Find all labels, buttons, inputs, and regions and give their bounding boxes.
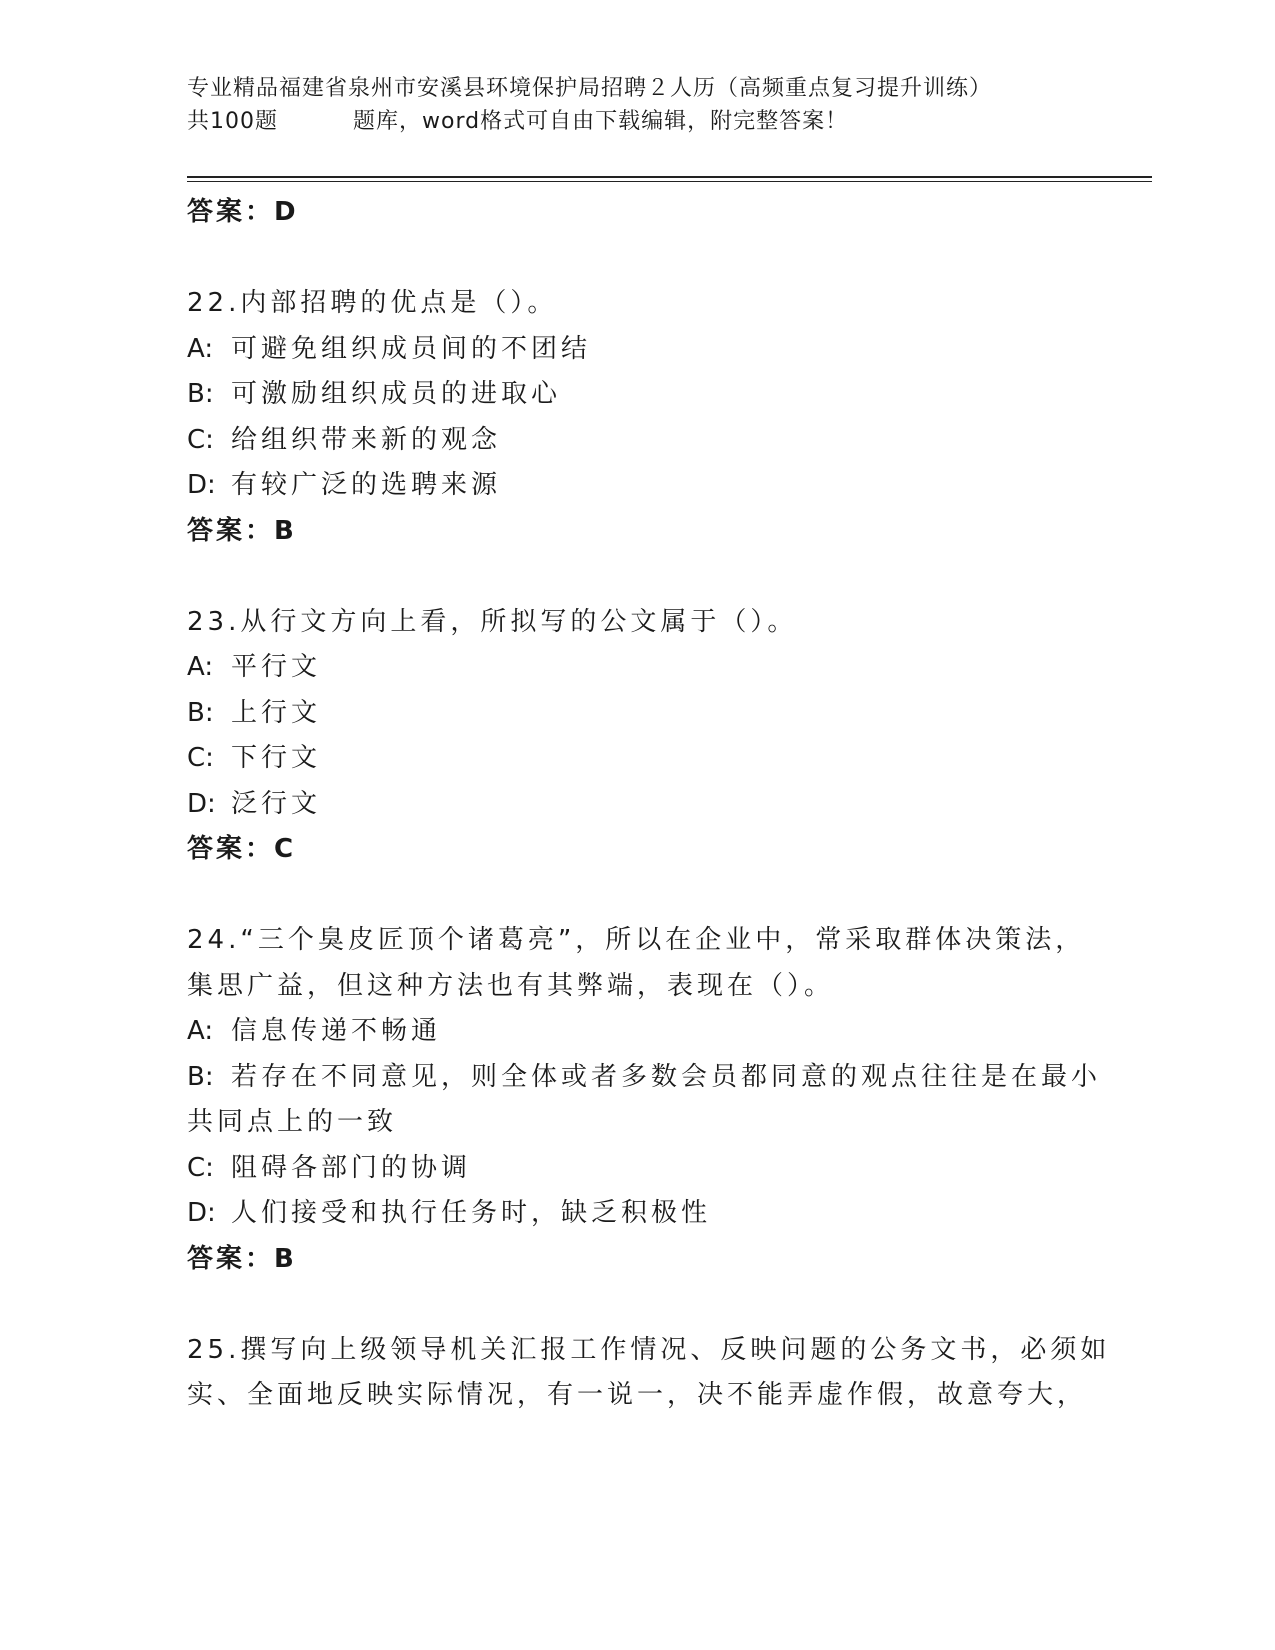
option-letter: C:: [187, 743, 214, 773]
option-letter: A:: [187, 333, 214, 364]
option-text: 泛行文: [231, 788, 322, 819]
question-stem: 23.从行文方向上看，所拟写的公文属于（）。: [187, 606, 798, 637]
option-letter: B:: [187, 379, 214, 409]
option-text: 信息传递不畅通: [231, 1016, 442, 1046]
option-text: 可避免组织成员间的不团结: [231, 333, 592, 364]
option-d: [187, 782, 1087, 828]
option-letter: C:: [187, 1152, 214, 1183]
option-text: 下行文: [231, 743, 322, 773]
option-text: 平行文: [231, 652, 322, 682]
option-letter: A:: [187, 652, 214, 682]
option-b-cont: 共同点上的一致: [187, 1107, 398, 1137]
option-c: [187, 736, 1087, 782]
option-letter: A:: [187, 1016, 214, 1046]
option-c: [187, 1146, 1087, 1192]
question-24: [187, 918, 1102, 1282]
option-text: 有较广泛的选聘来源: [231, 470, 502, 500]
option-text: 人们接受和执行任务时，缺乏积极性: [231, 1198, 712, 1228]
question-23: [187, 600, 1087, 873]
option-b: [187, 1055, 1102, 1101]
option-letter: D:: [187, 788, 216, 819]
option-a: [187, 327, 1087, 373]
header-subtitle: [187, 105, 1087, 138]
option-letter: B:: [187, 697, 214, 728]
header-title: 专业精品福建省泉州市安溪县环境保护局招聘２人历（高频重点复习提升训练）: [187, 76, 993, 101]
option-letter: B:: [187, 1061, 214, 1092]
question-list: [187, 190, 1111, 1419]
option-b: [187, 372, 1087, 418]
document-header: [187, 72, 1087, 138]
header-rule-thick: [187, 176, 1152, 178]
option-letter: D:: [187, 470, 216, 500]
answer: 答案：B: [187, 1243, 297, 1274]
option-text: 上行文: [231, 697, 322, 728]
question-22: [187, 281, 1087, 554]
option-a: [187, 645, 1087, 691]
option-text: 若存在不同意见，则全体或者多数会员都同意的观点往往是在最小: [231, 1061, 1102, 1092]
option-letter: C:: [187, 424, 214, 455]
option-c: [187, 418, 1087, 464]
header-rule-thin: [187, 181, 1152, 182]
answer: 答案：B: [187, 515, 297, 546]
previous-answer: 答案：D: [187, 197, 299, 227]
option-text: 可激励组织成员的进取心: [231, 379, 562, 409]
question-stem: 24.“三个臭皮匠顶个诸葛亮”，所以在企业中，常采取群体决策法，: [187, 925, 1086, 955]
question-stem-cont: 实、全面地反映实际情况，有一说一，决不能弄虚作假，故意夸大，: [187, 1380, 1088, 1410]
answer: 答案：C: [187, 834, 297, 864]
header-description: 题库，word格式可自由下载编辑，附完整答案！: [353, 109, 849, 134]
question-stem: 25.撰写向上级领导机关汇报工作情况、反映问题的公务文书，必须如: [187, 1334, 1111, 1365]
question-stem: 22.内部招聘的优点是（）。: [187, 288, 558, 318]
option-a: [187, 1009, 1087, 1055]
option-d: [187, 1191, 1087, 1237]
option-d: [187, 463, 1087, 509]
option-b: [187, 691, 1087, 737]
header-count: 共100题: [187, 109, 278, 134]
option-text: 阻碍各部门的协调: [231, 1152, 472, 1183]
option-text: 给组织带来新的观念: [231, 424, 502, 455]
question-stem-cont: 集思广益，但这种方法也有其弊端，表现在（）。: [187, 970, 835, 1001]
question-25: [187, 1328, 1111, 1419]
option-letter: D:: [187, 1198, 216, 1228]
